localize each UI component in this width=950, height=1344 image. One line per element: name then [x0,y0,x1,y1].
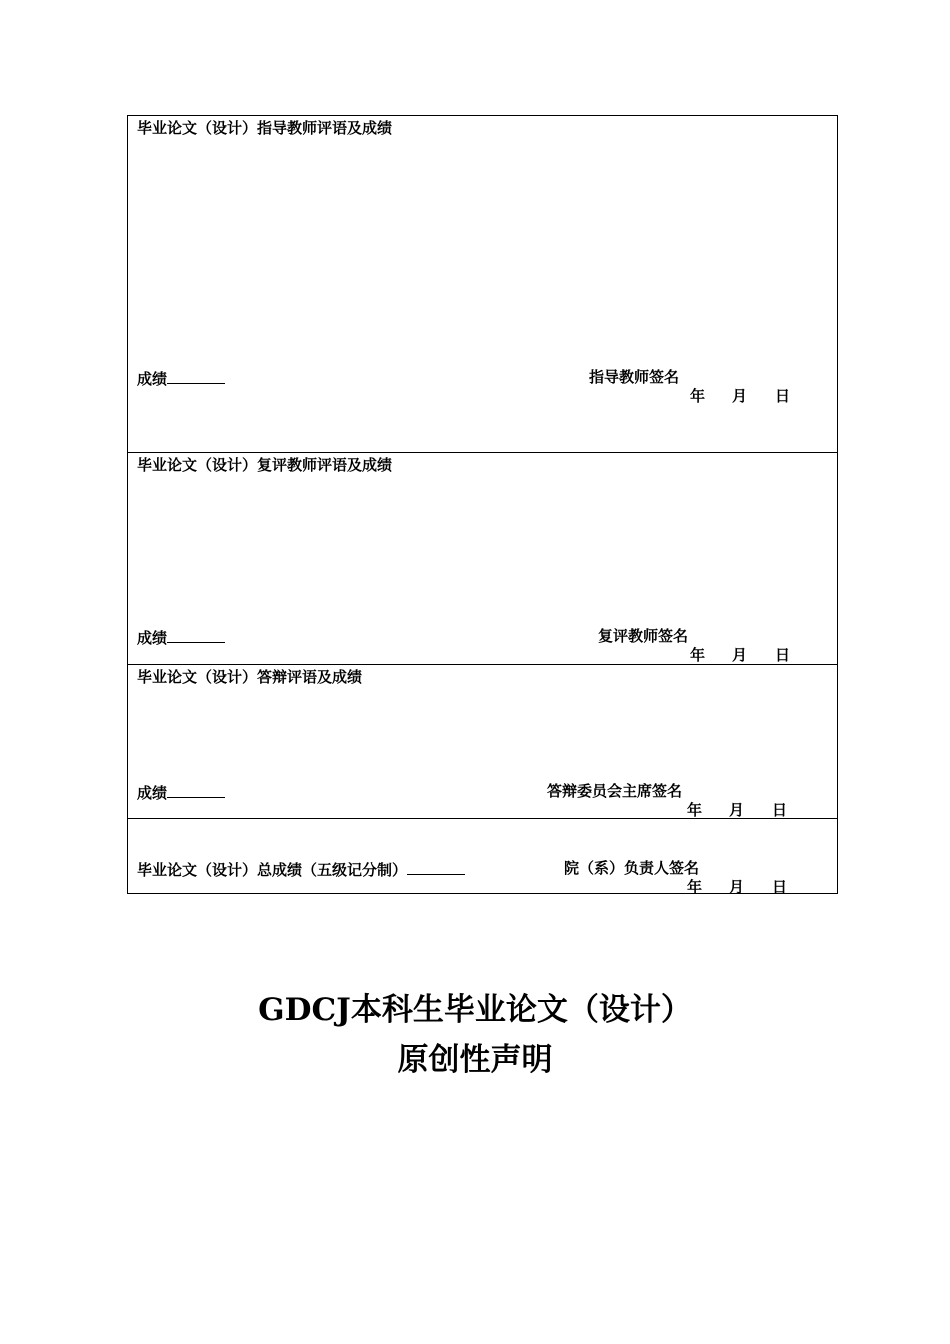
total-grade-blank[interactable] [407,859,465,875]
reviewer-date [690,646,800,664]
advisor-signature-label: 指导教师签名 [589,368,680,386]
reviewer-grade-label: 成绩 [137,629,168,647]
total-grade-label: 毕业论文（设计）总成绩（五级记分制） [137,861,408,879]
declaration-title-line2: 原创性声明 [397,1042,553,1078]
reviewer-section-heading: 毕业论文（设计）复评教师评语及成绩 [137,456,393,474]
advisor-grade-row [137,368,225,388]
defense-grade-blank[interactable] [167,782,225,798]
defense-evaluation-section [128,664,837,818]
total-grade-section [128,818,837,895]
reviewer-date-day: 日 [775,646,791,664]
advisor-date [690,387,800,405]
reviewer-evaluation-section [128,452,837,664]
defense-date-month: 月 [729,801,745,819]
advisor-date-day: 日 [775,387,791,405]
total-date-month: 月 [729,878,745,896]
advisor-section-heading: 毕业论文（设计）指导教师评语及成绩 [137,119,393,137]
defense-grade-row [137,782,225,802]
defense-date [687,801,797,819]
defense-date-year: 年 [687,801,703,819]
total-signature-label: 院（系）负责人签名 [564,859,700,877]
reviewer-grade-blank[interactable] [167,627,225,643]
advisor-grade-blank[interactable] [167,368,225,384]
defense-grade-label: 成绩 [137,784,168,802]
total-date-year: 年 [687,878,703,896]
reviewer-date-month: 月 [732,646,748,664]
advisor-grade-label: 成绩 [137,370,168,388]
advisor-date-month: 月 [732,387,748,405]
defense-date-day: 日 [772,801,788,819]
total-date-day: 日 [772,878,788,896]
reviewer-grade-row [137,627,225,647]
total-grade-row [137,859,465,879]
advisor-date-year: 年 [690,387,706,405]
defense-signature-label: 答辩委员会主席签名 [547,782,683,800]
advisor-evaluation-section [128,116,837,452]
declaration-title-line1: GDCJ本科生毕业论文（设计） [258,992,692,1028]
total-date [687,878,797,896]
defense-section-heading: 毕业论文（设计）答辩评语及成绩 [137,668,363,686]
evaluation-form-table [127,115,838,894]
reviewer-date-year: 年 [690,646,706,664]
reviewer-signature-label: 复评教师签名 [598,627,689,645]
